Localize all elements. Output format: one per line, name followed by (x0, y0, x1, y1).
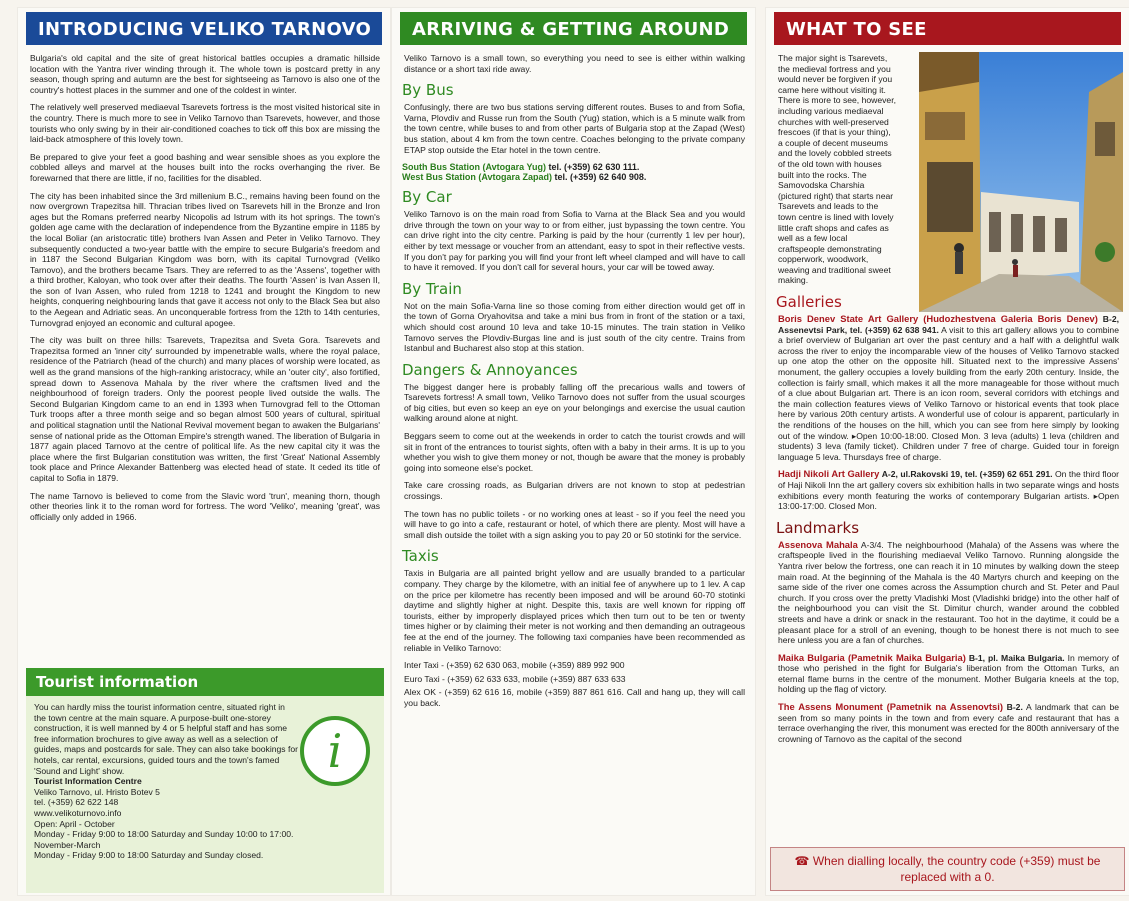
tourist-info-paragraph: You can hardly miss the tourist information centre, situated right in the town centre at the main square. A purpose-built one-storey construction, it is well manned by 4 or 5 helpful staff and has some free information brochures to give away as well as a selection of guides, maps and postcards for sale. They can also take bookings for hotels, car rental, excursions, guided tours and the town's famed 'Sound and Light' show. (34, 702, 299, 776)
by-bus-paragraph: Confusingly, there are two bus stations serving different routes. Buses to and from Sofia, Varna, Plovdiv and Russe run from the South (Yug) station, which is a 5 minute walk from the town centre, while buses to and from other parts of Bulgaria stop at the Zapad (West) bus station, about 4 km from the town centre. Coaches belonging to the private company ETAP stop outside the Etar hotel in the town centre. (404, 102, 745, 155)
taxis-paragraph: Taxis in Bulgaria are all painted bright yellow and are usually branded to a particular company. They charge by the kilometre, with an initial fee of anywhere up to 1 lev. A cap on the price per kilometre has recently been imposed and will be around 60-70 stotinki daytime and slightly higher at night. Despite this, taxis are well known for ripping off tourists, either by improperly displayed prices which then turn out to be ten or twenty times higher or by claiming their meter is not working and then demanding an outrageous fee at the end of the journey. The following taxi companies have been recommended as reliable in Veliko Tarnovo: (404, 568, 745, 653)
samovodska-charshia-photo (919, 52, 1123, 312)
south-bus-station-tel: tel. (+359) 62 630 111. (548, 162, 640, 173)
by-train-heading: By Train (402, 279, 462, 298)
gallery-boris-denev (778, 314, 1119, 462)
gallery-boris-denev-title: Boris Denev State Art Gallery (Hudozhestvena Galeria Boris Denev) (778, 313, 1098, 325)
landmark-assens-monument (778, 702, 1119, 744)
landmark-assenova-mahala-title: Assenova Mahala (778, 538, 858, 550)
south-bus-station (402, 162, 745, 172)
gallery-hadji-nikoli-title: Hadji Nikoli Art Gallery (778, 468, 880, 480)
arriving-column (392, 8, 755, 895)
name-origin-paragraph: The name Tarnovo is believed to come from the Slavic word 'trun', meaning thorn, though other theories link it to the roman word for fortress. The word 'Veliko', meaning 'great', was officially only added in 1966. (30, 490, 380, 522)
landmark-assens-monument-address: B-2. (1006, 702, 1023, 713)
taxi-company-alex: Alex OK - (+359) 62 616 16, mobile (+359) 887 861 616. Call and hang up, they will call you back. (404, 687, 745, 708)
landmarks-heading: Landmarks (776, 518, 860, 537)
tourist-info-box (26, 668, 384, 893)
intro-paragraph-1: Bulgaria's old capital and the site of great historical battles occupies a dramatic hillside location with the Yantra river winding through it. The whole town is postcard pretty in any season, though spring and autumn are the best for sightseeing as Tarnovo is also one of the country's hottest places in the summer and one of the coldest in winter. (30, 53, 380, 95)
west-bus-station-tel: tel. (+359) 62 640 908. (554, 172, 647, 183)
gallery-hadji-nikoli (778, 469, 1119, 511)
info-icon: i (300, 716, 370, 786)
dangers-paragraph-3: Take care crossing roads, as Bulgarian drivers are not known to stop at pedestrian crossings. (404, 480, 745, 502)
dangers-paragraph-2: Beggars seem to come out at the weekends in order to catch the tourist crowds and will sit in front of the entrances to tourist sights, often with a baby in their arms. It is up to you whether you wish to give them money or not, though be aware that the money is probably going into someone else's pocket. (404, 431, 745, 473)
galleries-heading: Galleries (776, 293, 842, 312)
tourist-centre-address: Veliko Tarnovo, ul. Hristo Botev 5 (34, 786, 160, 797)
intro-column (18, 8, 390, 895)
landmark-maika-bulgaria-address: B-1, pl. Maika Bulgaria. (968, 652, 1065, 663)
landmark-assens-monument-title: The Assens Monument (Pametnik na Assenovtsi) (778, 701, 1003, 713)
opening-season-2: November-March (34, 839, 101, 850)
taxis-heading: Taxis (402, 547, 439, 566)
what-to-see-heading: WHAT TO SEE (774, 12, 1121, 45)
gallery-boris-denev-address: B-2, Assenevtsi Park, tel. (+359) 62 638 941. (778, 314, 1119, 335)
tourist-centre-name: Tourist Information Centre (34, 776, 142, 787)
tourist-centre-website[interactable]: www.velikoturnovo.info (34, 807, 122, 818)
gallery-boris-denev-text: A visit to this art gallery allows you to combine a brief overview of Bulgarian art over the past century and a half with a delightful walk across the river to enjoy the incomparable view of the houses of Veliko Tarnovo stacked up one atop the other on the opposite hill. Situated next to the impressive Assens' monument, the gallery occupies a lovely building from the early 20th century. Inside, the collection is fairly small, which makes it all the more manageable for those without much of a clue about Bulgarian art. There is an icon room, several corridors with etchings and the main collection features views of Veliko Tarnovo or historical events that took place here by various 20th century artists. A wonderful use of colour is apparent, particularly in the renditions of the houses on the hill, which you can see from here simply by looking out of the window. ▸Open 10:00-18:00. Closed Mon. 3 leva (adults) 1 leva (children and students) 3 leva (family ticket). Children under 7 free of charge. Guided tour in foreign language 5 leva. Thursdays free of charge. (778, 324, 1119, 462)
by-car-heading: By Car (402, 188, 452, 207)
taxi-company-euro: Euro Taxi - (+359) 62 633 633, mobile (+359) 887 633 633 (404, 673, 626, 684)
opening-hours-1: Monday - Friday 9:00 to 18:00 Saturday and Sunday 10:00 to 17:00. (34, 829, 294, 840)
opening-season-1: Open: April - October (34, 818, 115, 829)
landmark-assens-monument-text: A landmark that can be seen from so many points in the town and from every cafe and restaurant that has a terrace overhanging the river, this monument was erected for the 800th anniversary of the crowning of Tarnovo as the capital of the second (778, 702, 1120, 744)
gallery-hadji-nikoli-text: On the third floor of Haji Nikoli Inn the art gallery covers six exhibition halls in two separate wings and hosts exhibitions every month featuring the works of contemporary Bulgarian artists. ▸Open 13:00-17:00. Closed Mon. (778, 469, 1120, 512)
intro-paragraph-2: The relatively well preserved mediaeval Tsarevets fortress is the most visited historical site in the country. There is much more to see in Veliko Tarnovo than Tsarevets, however, and those tourists who only swing by in their air-conditioned coaches to tick off this box are missing the laid-back atmosphere of this lovely town. (30, 102, 380, 145)
what-to-see-column (766, 8, 1129, 895)
opening-hours-2: Monday - Friday 9:00 to 18:00 Saturday and Sunday closed. (34, 850, 264, 861)
landmark-maika-bulgaria-title: Maika Bulgaria (Pametnik Maika Bulgaria) (778, 651, 966, 663)
arriving-heading: ARRIVING & GETTING AROUND (400, 12, 747, 45)
dialling-callout: ☎ When dialling locally, the country code (+359) must be replaced with a 0. (770, 847, 1125, 891)
landmark-assenova-mahala (778, 540, 1119, 646)
arriving-intro: Veliko Tarnovo is a small town, so everything you need to see is either within walking distance or a short taxi ride away. (404, 53, 745, 74)
landmark-assenova-mahala-address: A-3/4. (860, 539, 884, 550)
tourist-centre-phone: tel. (+359) 62 622 148 (34, 797, 119, 808)
history-paragraph-1: The city has been inhabited since the 3rd millenium B.C., remains having been found on the now overgrown Trapezitsa hill. Thracian tribes lived on Tsarevets hill in the Bronze and Iron ages but the Romans preferred nearby Nicopolis ad Istrum with its hot springs. The town's golden age came with the declaration of independence from the Byzantine empire in 1185 by the local Boliar (an aristocratic title) brothers Ivan Assen and Peter in Veliko Tarnovo. They subsequently conducted a two-year battle with the empire to secure Bulgaria's freedom and in 1187 the Second Bulgarian Kingdom was born, with its capital Turnovgrad (Veliko Tarnovo), and the brothers became Tsars. They are referred to as the 'Assens', together with a third brother, Kaloyan, who took over after their deaths. The fourth 'Assen' is Ivan Assen II, the son of Ivan Assen, who ruled from 1218 to 1241 and brought the Kingdom to new heights, conquering neighbouring lands that gave it access not only to the Black Sea but also to the Aegean and Adriatic seas. An unconquerable fortress from the 12th to 14th centuries, Turnovgrad enjoyed an economic and cultural apogee. (30, 190, 380, 328)
south-bus-station-name: South Bus Station (Avtogara Yug) (402, 162, 547, 173)
by-train-paragraph: Not on the main Sofia-Varna line so those coming from either direction would get off in the town of Gorna Oryahovitsa and take a mini bus from in front of the station or a taxi, which should cost around 10 leva and take 10-15 minutes. The train station in Veliko Tarnovo serves the Plovdiv-Burgas line and is just south of the city centre. Trains from Istanbul and Bucharest also stop at this station. (404, 300, 745, 354)
tourist-info-heading: Tourist information (26, 668, 384, 696)
history-paragraph-2: The city was built on three hills: Tsarevets, Trapezitsa and Sveta Gora. Tsarevets and Trapezitsa formed an 'inner city' surrounded by impenetrable walls, where the royal palace, residence of the Patriarch (head of the church) and many places of worship were located, as well as the grand mansions of the high-ranking aristocracy, while an 'outer city', also fortified, spread down to Assenova Mahala by the river where the craftsmen lived and the neighbourhood of foreign traders. Only the poorest people lived outside the walls. The Second Bulgarian Kingdom came to an end in 1393 when Turnovgrad fell to the Ottoman Turk troops after a three month seige and so began almost 500 years of cultural, spiritual and political stagnation until the National Revival movement began to awaken the Bulgarians' sense of national pride as the Ottoman Empire's strength waned. The liberation of Bulgaria in 1877 again placed Tarnovo at the centre of political life. As the new capital city it was the place where the first Bulgarian constitution was written, the first 'Great' National Assembly took place and Prince Alexander Battenberg was elected head of state. It ceded its title of capital to Sofia in 1879. (30, 335, 380, 483)
intro-heading: INTRODUCING VELIKO TARNOVO (26, 12, 382, 45)
intro-paragraph-3: Be prepared to give your feet a good bashing and wear sensible shoes as you explore the cobbled alleys and marvel at the houses built into the rocks overhanging the river. Be forewarned that there are little, if no, facilities for the disabled. (30, 151, 380, 183)
west-bus-station-name: West Bus Station (Avtogara Zapad) (402, 172, 553, 183)
landmark-assenova-mahala-text: The neighbourhood (Mahala) of the Assens was where the craftspeople lived in the flourishing mediaeval Veliko Tarnovo. Running alongside the Yantra river below the fortress, one can reach it in 10 minutes by walking down the steep main road. At the beginning of the Mahala is the 40 Martyrs church and keeping on the same side of the river one comes across the Assumption church and St. Peter and Paul church. If you cross over the pretty Vladishki Most (Vladishki bridge) into the other half of the neighbourhood you can visit the St. Dimitur church, wander around the cobbled streets and have a drink or snack in the restaurant. Too hot in the daytime, it could be a pleasant place for a stroll of an evening, though to be honest there is not much to see here unless you are a fan of churches. (778, 539, 1119, 646)
gallery-hadji-nikoli-address: A-2, ul.Rakovski 19, tel. (+359) 62 651 291. (881, 469, 1053, 480)
dangers-heading: Dangers & Annoyances (402, 360, 578, 379)
what-to-see-intro: The major sight is Tsarevets, the medieval fortress and you would never be forgiven if you came here without visiting it. There is more to see, however, including various mediaeval churches with well-preserved frescoes (if that is your thing), a couple of decent museums and the lovely cobbled streets of the old town with houses built into the rocks. The Samovodska Charshia (pictured right) that starts near Tsarevets and leads to the town centre is lined with lovely little craft shops and cafes as well as a few local craftspeople demonstrating copperwork, woodwork, weaving and traditional sweet making. (778, 53, 896, 286)
landmark-maika-bulgaria (778, 653, 1119, 695)
west-bus-station (402, 172, 745, 182)
dangers-paragraph-4: The town has no public toilets - or no working ones at least - so if you feel the need you will have to go into a cafe, restaurant or hotel, of which there are plenty. Most will have a small dish outside the toilet with a sign asking you to pay 20 or 50 stotinki for the service. (404, 508, 745, 540)
by-car-paragraph: Veliko Tarnovo is on the main road from Sofia to Varna at the Black Sea and you would drive through the town on your way to or from either, just bypassing the town centre. You can drive right into the city centre. Parking is paid by the hour (currently 1 lev per hour), either by text message or voucher from an attendant, easy to spot in their reflective vests. If you don't pay for parking you will find your front left wheel clamped and will have to call to have it removed. If you don't call for several hours, your car will be towed away. (404, 209, 745, 273)
by-bus-heading: By Bus (402, 81, 454, 100)
taxi-company-inter: Inter Taxi - (+359) 62 630 063, mobile (+359) 889 992 900 (404, 660, 625, 671)
dangers-paragraph-1: The biggest danger here is probably falling off the precarious walls and towers of Tsarevets fortress! A small town, Veliko Tarnovo does not suffer from the usual scourges of big cities, but even so keep an eye on your belongings and exercise the usual caution walking around alone at night. (404, 381, 745, 424)
landmark-maika-bulgaria-text: In memory of those who perished in the fight for Bulgaria's liberation from the Ottoman Turks, an eternal flame burns in the centre of the monument. Mother Bulgaria kneels at the top, holding up the flag of victory. (778, 652, 1119, 695)
